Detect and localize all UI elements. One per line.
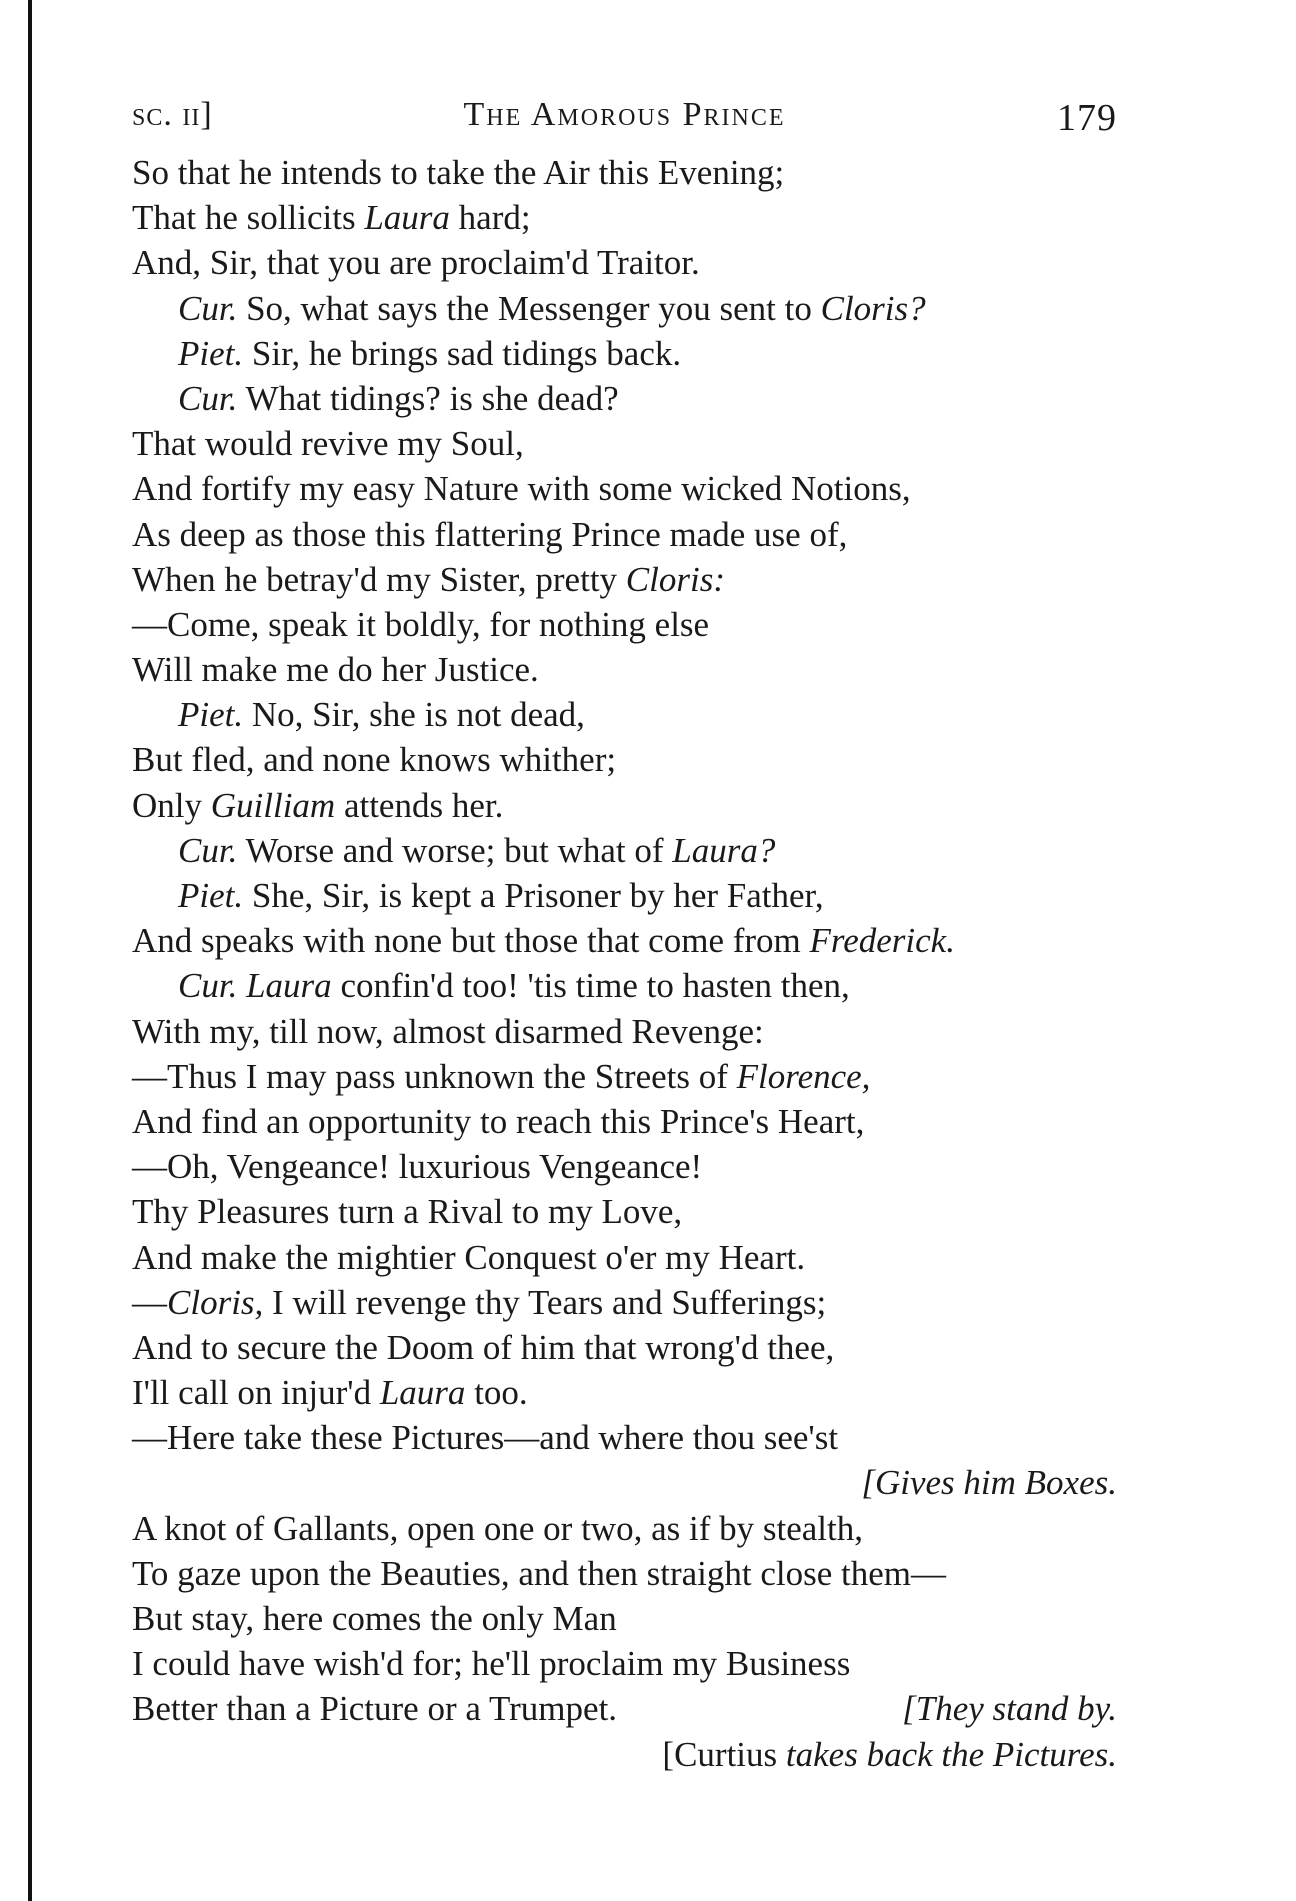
verse-line: That he sollicits Laura hard; [132,198,531,238]
stage-direction: [Curtius takes back the Pictures. [662,1734,1117,1774]
speech-line: Cur. So, what says the Messenger you sent to Cloris? [178,288,926,328]
verse-line: And, Sir, that you are proclaim'd Traitor. [132,243,700,283]
speaker-prefix: Cur. [178,378,238,418]
verse-line: With my, till now, almost disarmed Revenge: [132,1011,764,1051]
verse-line: And to secure the Doom of him that wrong'd thee, [132,1327,835,1367]
character-name: Cloris, [167,1282,264,1322]
character-name: Laura [379,1373,466,1413]
verse-line: Better than a Picture or a Trumpet. [They stand by. [132,1686,1117,1731]
stage-direction: [Gives him Boxes. [861,1463,1117,1503]
verse-line: That would revive my Soul, [132,424,524,464]
speech-line: Cur. What tidings? is she dead? [178,378,619,418]
page-spine-edge [28,0,32,1901]
speaker-prefix: Cur. [178,966,238,1006]
speech-line: Piet. No, Sir, she is not dead, [178,695,585,735]
character-name: Guilliam [210,785,336,825]
speech-line: Piet. Sir, he brings sad tidings back. [178,333,682,373]
speaker-prefix: Piet. [178,333,244,373]
speech-line: Cur. Laura confin'd too! 'tis time to hasten then, [178,966,850,1006]
character-name: Cloris? [820,288,926,328]
verse-line: To gaze upon the Beauties, and then straight close them— [132,1553,946,1593]
speaker-prefix: Cur. [178,288,238,328]
character-name: Frederick. [809,921,955,961]
stage-direction: [They stand by. [902,1689,1117,1729]
place-name: Florence, [736,1056,871,1096]
character-name: Laura [364,198,450,238]
verse-line: —Oh, Vengeance! luxurious Vengeance! [132,1147,703,1187]
verse-line: I could have wish'd for; he'll proclaim my Business [132,1644,851,1684]
scene-marker: sc. ii] [132,96,213,133]
verse-line: Will make me do her Justice. [132,650,539,690]
speaker-prefix: Piet. [178,695,244,735]
speech-line: Piet. She, Sir, is kept a Prisoner by her Father, [178,876,824,915]
play-text [132,150,1117,1777]
verse-line: —Here take these Pictures—and where thou see'st [132,1418,839,1458]
verse-line: And fortify my easy Nature with some wicked Notions, [132,469,911,509]
verse-line: And find an opportunity to reach this Prince's Heart, [132,1101,865,1141]
page-number: 179 [1057,97,1117,139]
verse-line: I'll call on injur'd Laura too. [132,1373,528,1413]
speech-line: Cur. Worse and worse; but what of Laura? [178,830,776,870]
verse-line: Thy Pleasures turn a Rival to my Love, [132,1192,683,1232]
verse-line: Only Guilliam attends her. [132,785,504,825]
verse-line: —Come, speak it boldly, for nothing else [132,604,710,644]
verse-line: —Thus I may pass unknown the Streets of Florence, [132,1056,871,1096]
verse-line: So that he intends to take the Air this Evening; [132,153,785,192]
verse-line: And make the mightier Conquest o'er my Heart. [132,1237,806,1277]
running-header [132,96,1117,146]
verse-line: As deep as those this flattering Prince made use of, [132,514,848,554]
verse-line: But stay, here comes the only Man [132,1599,617,1638]
character-name: Laura? [672,830,776,870]
character-name: Cloris: [625,559,725,599]
speaker-prefix: Cur. [178,830,238,870]
verse-line: A knot of Gallants, open one or two, as if by stealth, [132,1508,863,1548]
speaker-prefix: Piet. [178,876,244,915]
character-name: Laura [246,966,332,1006]
verse-line: —Cloris, I will revenge thy Tears and Sufferings; [132,1282,827,1322]
verse-line: When he betray'd my Sister, pretty Cloris: [132,559,725,599]
verse-line: And speaks with none but those that come from Frederick. [132,921,955,961]
book-title: The Amorous Prince [463,96,786,133]
verse-line: But fled, and none knows whither; [132,740,617,780]
